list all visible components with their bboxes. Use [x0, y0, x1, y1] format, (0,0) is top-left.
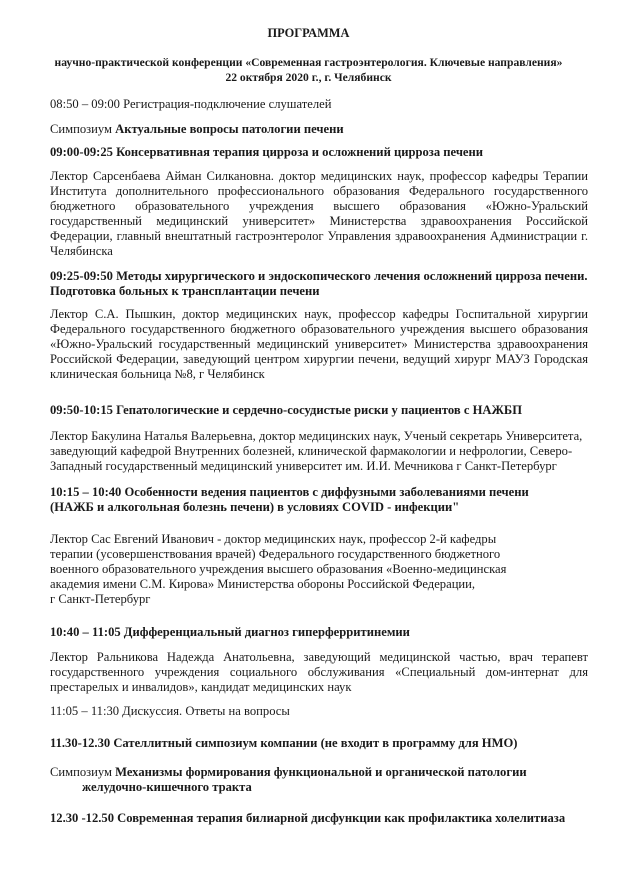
talk3-lecturer-line: Западный государственный медицинский университет им. И.И. Мечникова г Санкт-Петербург [50, 459, 557, 473]
document-title: ПРОГРАММА [267, 26, 350, 40]
symposium1-heading [50, 122, 588, 137]
document-subtitle [0, 55, 617, 85]
talk4-lecturer [50, 532, 610, 607]
talk6-heading: 12.30 -12.50 Современная терапия билиарной дисфункции как профилактика холелитиаза [50, 811, 566, 825]
talk4-lecturer-line: терапии (усовершенствования врачей) Федерального государственного бюджетного [50, 547, 501, 561]
talk5-lecturer: Лектор Ральникова Надежда Анатольевна, заведующий медицинской частью, врач терапевт государственного учреждения социального обслуживания «Специальный дом-интернат для престарелых и инвалидов», кандидат медицинских наук [50, 650, 588, 694]
discussion-item: 11:05 – 11:30 Дискуссия. Ответы на вопросы [50, 704, 290, 718]
symposium2-title-cont: желудочно-кишечного тракта [82, 780, 252, 794]
symposium1-prefix: Симпозиум [50, 122, 112, 136]
talk1-lecturer: Лектор Сарсенбаева Айман Силкановна. доктор медицинских наук, профессор кафедры Терапии Института дополнительного профессионального образования Федерального государственного бюджетного образовательного учреждения высшего образования «Южно-Уральский государственный медицинский университет» Министерства здравоохранения Российской Федерации, главный внештатный гастроэнтеролог Управления здравоохранения Администрации г. Челябинска [50, 169, 588, 258]
talk4-heading [50, 485, 610, 515]
talk4-heading-line: (НАЖБ и алкогольная болезнь печени) в условиях COVID - инфекции" [50, 500, 460, 514]
symposium2-heading [50, 765, 610, 795]
subtitle-date-place: 22 октября 2020 г., г. Челябинск [225, 71, 392, 84]
satellite-symposium: 11.30-12.30 Сателлитный симпозиум компании (не входит в программу для НМО) [50, 736, 518, 750]
symposium1-title: Актуальные вопросы патологии печени [115, 122, 344, 136]
talk4-lecturer-line: г Санкт-Петербург [50, 592, 151, 606]
talk4-heading-line: 10:15 – 10:40 Особенности ведения пациентов с диффузными заболеваниями печени [50, 485, 529, 499]
talk3-lecturer-line: Лектор Бакулина Наталья Валерьевна, доктор медицинских наук, Ученый секретарь Университета, [50, 429, 583, 443]
talk2-lecturer: Лектор С.А. Пышкин, доктор медицинских наук, профессор кафедры Госпитальной хирургии Федерального государственного бюджетного образовательного учреждения высшего образования «Южно-Уральский государственный медицинский университет» Министерства здравоохранения Российской Федерации, заведующий центром хирургии печени, ведущий хирург МАУЗ Городская клиническая больница №8, г Челябинск [50, 307, 588, 381]
talk4-lecturer-line: Лектор Сас Евгений Иванович - доктор медицинских наук, профессор 2-й кафедры [50, 532, 497, 546]
talk4-lecturer-line: академия имени С.М. Кирова» Министерства обороны Российской Федерации, [50, 577, 476, 591]
symposium2-prefix: Симпозиум [50, 765, 112, 779]
talk3-lecturer [50, 429, 610, 474]
talk5-heading: 10:40 – 11:05 Дифференциальный диагноз гиперферритинемии [50, 625, 410, 639]
talk3-heading: 09:50-10:15 Гепатологические и сердечно-сосудистые риски у пациентов с НАЖБП [50, 403, 523, 417]
symposium2-title: Механизмы формирования функциональной и органической патологии [115, 765, 527, 779]
registration-item: 08:50 – 09:00 Регистрация-подключение слушателей [50, 97, 332, 111]
talk3-lecturer-line: заведующий кафедрой Внутренних болезней, клинической фармакологии и нефрологии, Северо- [50, 444, 573, 458]
talk2-heading: 09:25-09:50 Методы хирургического и эндоскопического лечения осложнений цирроза печени. Подготовка больных к трансплантации печени [50, 269, 588, 298]
talk4-lecturer-line: военного образовательного учреждения высшего образования «Военно-медицинская [50, 562, 507, 576]
subtitle-conference: научно-практической конференции «Современная гастроэнтерология. Ключевые направления» [54, 56, 563, 69]
talk1-heading: 09:00-09:25 Консервативная терапия цирроза и осложнений цирроза печени [50, 145, 484, 159]
